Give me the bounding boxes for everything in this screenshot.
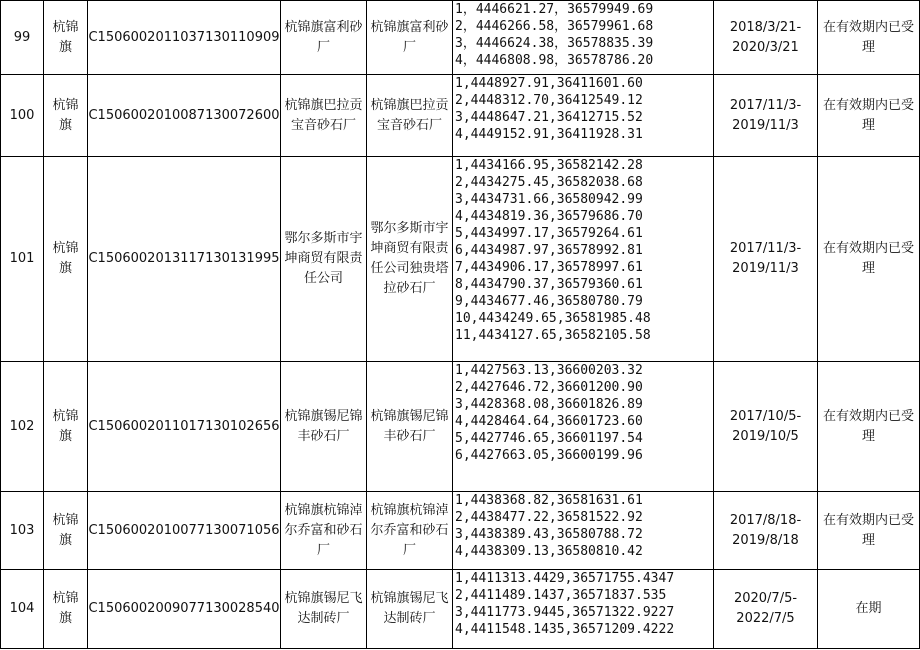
coordinate-point: 2,4427646.72,36601200.90: [455, 380, 643, 395]
coordinates-cell: [453, 157, 714, 362]
validity-start: 2017/11/3-: [729, 97, 802, 113]
coordinates-cell: [453, 362, 714, 492]
validity-period: [714, 492, 818, 570]
company-name: 杭锦旗锡尼飞达制砖厂: [284, 591, 363, 626]
mine-cell: [367, 570, 453, 649]
region-text: 杭锦旗: [52, 97, 79, 133]
coordinate-point: 2，4446266.58，36579961.68: [455, 19, 654, 34]
coordinate-point: 1,4448927.91,36411601.60: [455, 76, 643, 91]
region-text: 杭锦旗: [52, 241, 79, 276]
row-number: 100: [1, 75, 44, 157]
status-text: 在期: [855, 601, 882, 616]
coordinate-point: 10,4434249.65,36581985.48: [455, 311, 651, 326]
coordinate-point: 1,4438368.82,36581631.61: [455, 493, 643, 508]
mine-cell: [367, 75, 453, 157]
row-number: 102: [1, 362, 44, 492]
region-text: 杭锦旗: [52, 19, 79, 55]
status-cell: [818, 492, 920, 570]
coordinate-point: 2,4411489.1437,36571837.535: [455, 588, 667, 603]
company-name: 鄂尔多斯市宇坤商贸有限责任公司: [284, 231, 363, 286]
row-number: 101: [1, 157, 44, 362]
validity-end: 2022/7/5: [736, 611, 795, 626]
coordinate-point: 4，4446808.98，36578786.20: [455, 53, 654, 68]
mine-name: 杭锦旗富利砂厂: [370, 19, 449, 55]
license-number: C1506002009077130028540: [88, 570, 281, 649]
coordinates-cell: [453, 75, 714, 157]
coordinate-point: 2,4434275.45,36582038.68: [455, 175, 643, 190]
mine-name: 杭锦旗杭锦淖尔乔富和砂石厂: [370, 502, 449, 558]
region-cell: [44, 492, 88, 570]
status-cell: [818, 1, 920, 75]
coordinate-point: 5,4427746.65,36601197.54: [455, 431, 643, 446]
coordinate-point: 1，4446621.27，36579949.69: [455, 2, 654, 17]
company-name: 杭锦旗杭锦淖尔乔富和砂石厂: [284, 502, 363, 558]
coordinate-point: 3,4428368.08,36601826.89: [455, 397, 643, 412]
license-number: C1506002010077130071056: [88, 492, 281, 570]
mine-name: 杭锦旗锡尼锦丰砂石厂: [370, 408, 449, 444]
validity-start: 2017/11/3-: [729, 241, 802, 256]
coordinate-point: 3,4434731.66,36580942.99: [455, 192, 643, 207]
coordinate-point: 3,4448647.21,36412715.52: [455, 110, 643, 125]
validity-period: [714, 157, 818, 362]
validity-end: 2020/3/21: [732, 39, 799, 55]
coordinate-point: 6,4434987.97,36578992.81: [455, 243, 643, 258]
license-number: C1506002011037130110909: [88, 1, 281, 75]
coordinate-point: 11,4434127.65,36582105.58: [455, 328, 651, 343]
mine-cell: [367, 1, 453, 75]
region-cell: [44, 570, 88, 649]
company-cell: [281, 75, 367, 157]
company-cell: [281, 570, 367, 649]
table-body: [1, 1, 920, 649]
license-number: C1506002010087130072600: [88, 75, 281, 157]
region-cell: [44, 362, 88, 492]
coordinate-point: 1,4411313.4429,36571755.4347: [455, 571, 675, 586]
mine-name: 杭锦旗锡尼飞达制砖厂: [370, 591, 449, 626]
coordinate-point: 4,4438309.13,36580810.42: [455, 544, 643, 559]
status-text: 在有效期内已受理: [822, 19, 914, 55]
validity-period: [714, 570, 818, 649]
status-text: 在有效期内已受理: [822, 512, 914, 548]
region-cell: [44, 1, 88, 75]
row-number: 103: [1, 492, 44, 570]
license-number: C1506002013117130131995: [88, 157, 281, 362]
status-text: 在有效期内已受理: [822, 241, 914, 276]
validity-period: [714, 1, 818, 75]
license-number: C1506002011017130102656: [88, 362, 281, 492]
region-text: 杭锦旗: [52, 512, 79, 548]
coordinate-point: 4,4428464.64,36601723.60: [455, 414, 643, 429]
table-row: [1, 1, 920, 75]
coordinate-point: 7,4434906.17,36578997.61: [455, 260, 643, 275]
status-text: 在有效期内已受理: [822, 97, 914, 133]
validity-end: 2019/8/18: [732, 532, 799, 548]
coordinate-point: 2,4448312.70,36412549.12: [455, 93, 643, 108]
coordinate-point: 1,4434166.95,36582142.28: [455, 158, 643, 173]
table-row: [1, 157, 920, 362]
region-text: 杭锦旗: [52, 408, 79, 444]
table-row: [1, 75, 920, 157]
validity-end: 2019/11/3: [732, 117, 799, 133]
validity-start: 2017/8/18-: [729, 512, 802, 528]
status-cell: [818, 570, 920, 649]
coordinate-point: 6,4427663.05,36600199.96: [455, 448, 643, 463]
validity-end: 2019/11/3: [732, 261, 799, 276]
coordinate-point: 4,4449152.91,36411928.31: [455, 127, 643, 142]
coordinates-cell: [453, 570, 714, 649]
validity-start: 2018/3/21-: [729, 19, 802, 35]
company-cell: [281, 492, 367, 570]
coordinate-point: 9,4434677.46,36580780.79: [455, 294, 643, 309]
status-text: 在有效期内已受理: [822, 408, 914, 444]
status-cell: [818, 362, 920, 492]
table-row: [1, 570, 920, 649]
validity-period: [714, 362, 818, 492]
table-row: [1, 492, 920, 570]
row-number: 99: [1, 1, 44, 75]
validity-start: 2017/10/5-: [729, 408, 802, 424]
coordinates-cell: [453, 492, 714, 570]
validity-period: [714, 75, 818, 157]
status-cell: [818, 157, 920, 362]
company-name: 杭锦旗富利砂厂: [284, 19, 363, 55]
region-cell: [44, 75, 88, 157]
coordinate-point: 3，4446624.38，36578835.39: [455, 36, 654, 51]
validity-end: 2019/10/5: [732, 428, 799, 444]
region-text: 杭锦旗: [52, 591, 79, 626]
mine-cell: [367, 157, 453, 362]
coordinate-point: 3,4411773.9445,36571322.9227: [455, 605, 675, 620]
coordinate-point: 4,4434819.36,36579686.70: [455, 209, 643, 224]
company-name: 杭锦旗巴拉贡宝音砂石厂: [284, 97, 363, 133]
coordinate-point: 3,4438389.43,36580788.72: [455, 527, 643, 542]
coordinate-point: 1,4427563.13,36600203.32: [455, 363, 643, 378]
coordinate-point: 4,4411548.1435,36571209.4222: [455, 622, 675, 637]
coordinate-point: 5,4434997.17,36579264.61: [455, 226, 643, 241]
company-name: 杭锦旗锡尼锦丰砂石厂: [284, 408, 363, 444]
company-cell: [281, 1, 367, 75]
status-cell: [818, 75, 920, 157]
validity-start: 2020/7/5-: [733, 591, 798, 606]
coordinate-point: 2,4438477.22,36581522.92: [455, 510, 643, 525]
row-number: 104: [1, 570, 44, 649]
mine-cell: [367, 362, 453, 492]
mine-name: 杭锦旗巴拉贡宝音砂石厂: [370, 97, 449, 133]
company-cell: [281, 362, 367, 492]
coordinates-cell: [453, 1, 714, 75]
table-row: [1, 362, 920, 492]
coordinate-point: 8,4434790.37,36579360.61: [455, 277, 643, 292]
mine-name: 鄂尔多斯市宇坤商贸有限责任公司独贵塔拉砂石厂: [370, 221, 449, 296]
region-cell: [44, 157, 88, 362]
company-cell: [281, 157, 367, 362]
mine-cell: [367, 492, 453, 570]
